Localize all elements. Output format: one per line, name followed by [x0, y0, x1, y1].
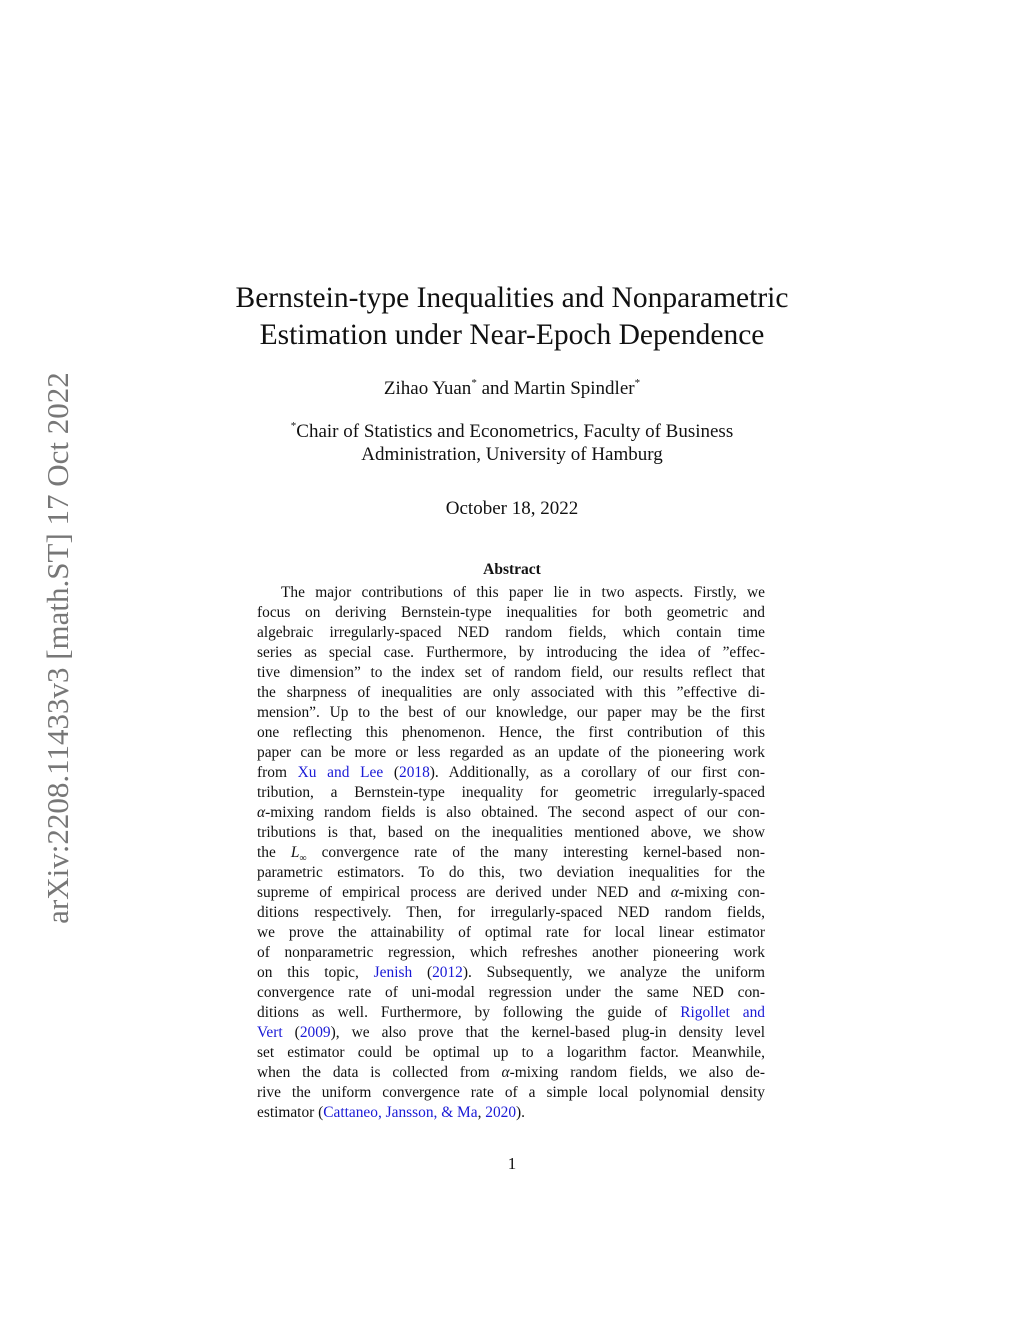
author-yuan-affil-marker: *: [471, 377, 477, 389]
text-fragment: -mixing random fields, we also de-: [509, 1064, 765, 1081]
abstract-line: we prove the attainability of optimal rate for local linear estimator: [257, 924, 765, 941]
citation-open-paren: (: [412, 964, 433, 981]
l-infinity-symbol: [290, 844, 307, 865]
abstract-line: [257, 1003, 765, 1023]
text-fragment: ), we also prove that the kernel-based plug-in density level: [330, 1024, 765, 1041]
citation-open-paren: (: [383, 764, 400, 781]
text-fragment: ). Subsequently, we analyze the uniform: [462, 964, 765, 981]
alpha-symbol: α: [670, 884, 679, 901]
paper-date: October 18, 2022: [445, 498, 579, 519]
citation-rigollet-vert-year[interactable]: 2009: [299, 1024, 331, 1041]
abstract-line: [257, 1023, 765, 1043]
text-fragment: estimator (: [257, 1104, 324, 1121]
arxiv-stamp-text: arXiv:2208.11433v3 [math.ST] 17 Oct 2022: [40, 372, 75, 924]
citation-jenish-author[interactable]: Jenish: [373, 964, 413, 981]
citation-xu-lee-author[interactable]: Xu and Lee: [297, 764, 384, 781]
affiliation: [200, 420, 824, 466]
text-fragment: when the data is collected from: [257, 1064, 502, 1081]
citation-cattaneo-author[interactable]: Cattaneo, Jansson, & Ma: [323, 1104, 478, 1121]
abstract-line: focus on deriving Bernstein-type inequalities for both geometric and: [257, 604, 765, 621]
abstract-line: of nonparametric regression, which refreshes another pioneering work: [257, 944, 765, 961]
citation-rigollet-author[interactable]: Rigollet and: [680, 1004, 765, 1021]
abstract-line: tributions is that, based on the inequalities mentioned above, we show: [257, 824, 765, 841]
text-fragment: convergence rate of the many interesting kernel-based non-: [306, 844, 765, 861]
abstract-line: The major contributions of this paper lie in two aspects. Firstly, we: [281, 584, 765, 601]
text-fragment: -mixing random fields is also obtained. The second aspect of our con-: [265, 804, 765, 821]
citation-jenish-year[interactable]: 2012: [432, 964, 463, 981]
citation-open-paren: (: [282, 1024, 300, 1041]
citation-separator: ,: [477, 1104, 486, 1121]
page-number: 1: [507, 1154, 517, 1173]
abstract-line: algebraic irregularly-spaced NED random fields, which contain time: [257, 624, 765, 641]
abstract-line: [257, 803, 765, 823]
text-fragment: from: [257, 764, 298, 781]
text-fragment: the: [257, 844, 291, 861]
abstract-line: series as special case. Furthermore, by introducing the idea of ”effec-: [257, 644, 765, 661]
abstract-body: [257, 583, 765, 1123]
abstract-line: parametric estimators. To do this, two deviation inequalities for the: [257, 864, 765, 881]
author-conjunction: and: [481, 378, 509, 399]
author-list: [200, 376, 824, 402]
citation-vert-author[interactable]: Vert: [257, 1024, 283, 1041]
paper-title: [200, 280, 824, 354]
text-fragment: ).: [516, 1104, 526, 1121]
arxiv-stamp: [40, 338, 76, 958]
abstract-line: convergence rate of uni-modal regression under the same NED con-: [257, 984, 765, 1001]
abstract-line: rive the uniform convergence rate of a simple local polynomial density: [257, 1084, 765, 1101]
abstract-line: tive dimension” to the index set of random field, our results reflect that: [257, 664, 765, 681]
text-fragment: ditions as well. Furthermore, by following the guide of: [257, 1004, 681, 1021]
text-fragment: supreme of empirical process are derived under NED and: [257, 884, 671, 901]
abstract-line: [257, 843, 765, 863]
text-fragment: -mixing con-: [678, 884, 765, 901]
abstract-line: [257, 1103, 765, 1123]
abstract-heading: Abstract: [483, 561, 541, 578]
l-symbol: L: [290, 844, 300, 861]
abstract-line: the sharpness of inequalities are only associated with this ”effective di-: [257, 684, 765, 701]
citation-cattaneo-year[interactable]: 2020: [485, 1104, 517, 1121]
abstract-line: [257, 883, 765, 903]
alpha-symbol: α: [501, 1064, 510, 1081]
text-fragment: on this topic,: [257, 964, 374, 981]
affiliation-marker: *: [290, 420, 297, 432]
abstract-line: one reflecting this phenomenon. Hence, the first contribution of this: [257, 724, 765, 741]
abstract-line: [257, 963, 765, 983]
text-fragment: ). Additionally, as a corollary of our first con-: [429, 764, 765, 781]
author-spindler-affil-marker: *: [634, 377, 641, 389]
abstract-line: [257, 763, 765, 783]
title-line-1: Bernstein-type Inequalities and Nonparametric: [235, 282, 789, 314]
abstract-line: set estimator could be optimal up to a logarithm factor. Meanwhile,: [257, 1044, 765, 1061]
affiliation-line-2: Administration, University of Hamburg: [361, 444, 663, 465]
affiliation-line-1-text: Chair of Statistics and Econometrics, Faculty of Business: [296, 421, 734, 442]
citation-xu-lee-year[interactable]: 2018: [399, 764, 430, 781]
author-yuan: Zihao Yuan: [383, 378, 472, 399]
abstract-line: mension”. Up to the best of our knowledge, our paper may be the first: [257, 704, 765, 721]
abstract-line: tribution, a Bernstein-type inequality for geometric irregularly-spaced: [257, 784, 765, 801]
author-spindler: Martin Spindler: [513, 378, 635, 399]
title-line-2: Estimation under Near-Epoch Dependence: [259, 319, 765, 351]
abstract-line: paper can be more or less regarded as an update of the pioneering work: [257, 744, 765, 761]
alpha-symbol: α: [257, 804, 266, 821]
abstract-line: [257, 1063, 765, 1083]
affiliation-line-1: [200, 420, 824, 443]
infinity-subscript: ∞: [299, 853, 307, 865]
abstract-line: ditions respectively. Then, for irregularly-spaced NED random fields,: [257, 904, 765, 921]
